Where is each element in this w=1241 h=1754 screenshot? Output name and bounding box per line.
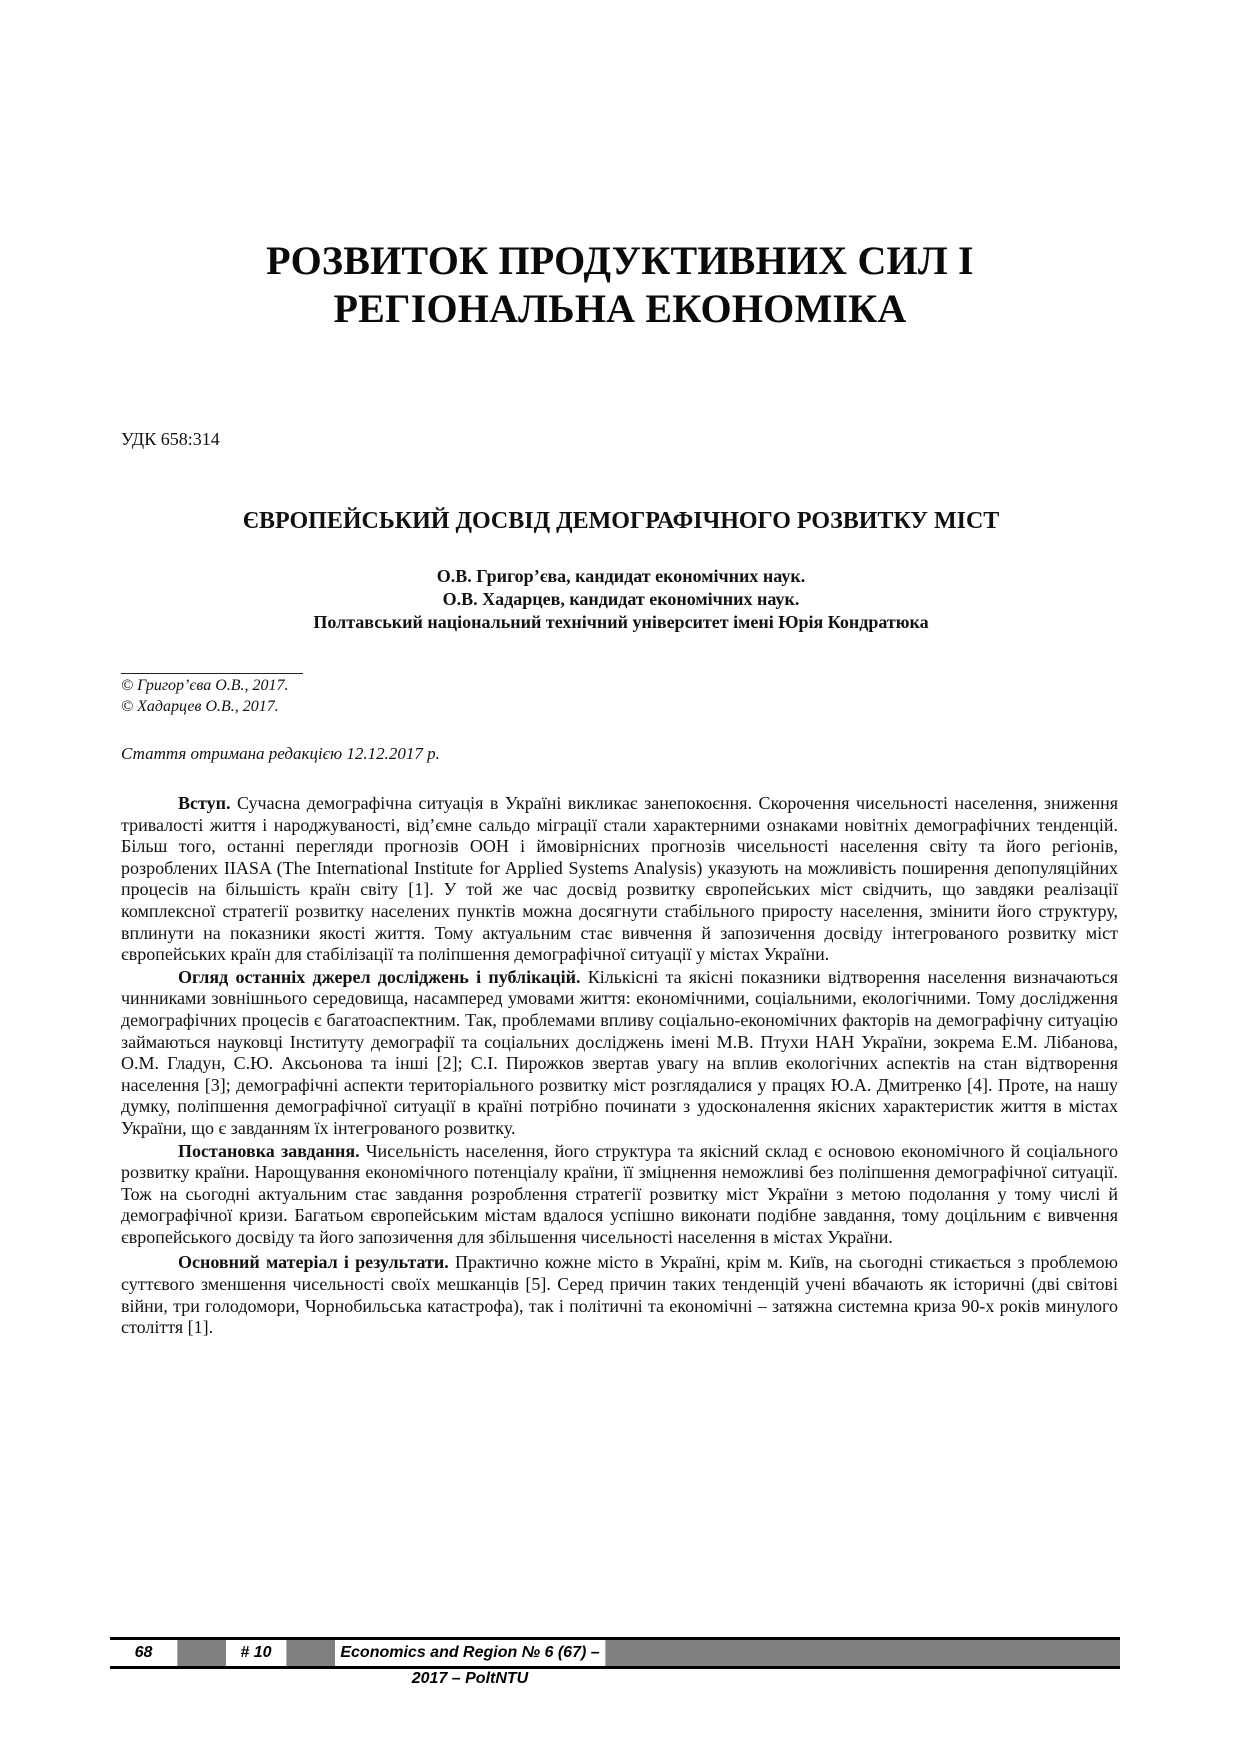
page-number: 68 xyxy=(110,1640,177,1666)
section-title-line-1: РОЗВИТОК ПРОДУКТИВНИХ СИЛ І xyxy=(266,238,974,283)
paragraph-text: Сучасна демографічна ситуація в Україні викликає занепокоєння. Скорочення чисельності населення, зниження тривалості життя і народжуваності, від’ємне сальдо міграції стали характерними ознаками новітніх демографічних тенденцій. Більш того, останні перегляди прогнозів ООН і ймовірнісних прогнозів чисельності населення світу та його регіонів, розроблених IIASA (The International Institute for Applied Systems Analysis) указують на можливість поширення депопуляційних процесів на більшість країн світу [1]. У той же час досвід розвитку європейських міст свідчить, що завдяки реалізації комплексної стратегії розвитку населених пунктів можна досягнути стабільного приросту населення, змінити його структуру, вплинути на показники якості життя. Тому актуальним стає вивчення й запозичення досвіду інтегрованого розвитку міст європейських країн для стабілізації та поліпшення демографічної ситуації у містах України. xyxy=(121,793,1118,965)
paragraph-main-material xyxy=(121,1252,1118,1338)
paragraph-heading: Вступ. xyxy=(178,793,231,813)
paragraph-text: Практично кожне місто в Україні, крім м. Київ, на сьогодні стикається з проблемою суттєвого зменшення чисельності своїх мешканців [5]. Серед причин таких тенденцій учені вбачають як історичні (дві світові війни, три голодомори, Чорнобильська катастрофа), так і політичні та економічні – затяжна системна криза 90-х років минулого століття [1]. xyxy=(121,1252,1118,1338)
paragraph-introduction xyxy=(121,793,1118,966)
footer-gray-block xyxy=(177,1640,226,1666)
copyright-2: © Хадарцев О.В., 2017. xyxy=(121,698,279,715)
authors-block xyxy=(121,565,1121,634)
paragraph-text: Чисельність населення, його структура та якісний склад є основою економічного й соціального розвитку країни. Нарощування економічного потенціалу країни, її зміцнення неможливі без поліпшення демографічної ситуації. Тож на сьогодні актуальним стає завдання розроблення стратегії розвитку міст України з метою подолання у тому числі й демографічної кризи. Багатьом європейським містам вдалося успішно виконати подібне завдання, тому доцільним є вивчення європейського досвіду та його запозичення для збільшення чисельності населення в містах України. xyxy=(121,1140,1118,1247)
paragraph-heading: Основний матеріал і результати. xyxy=(178,1252,449,1273)
paragraph-literature-review xyxy=(121,967,1118,1140)
section-title-line-2: РЕГІОНАЛЬНА ЕКОНОМІКА xyxy=(333,286,907,331)
copyright-1: © Григор’єва О.В., 2017. xyxy=(121,677,289,694)
udc-code: УДК 658:314 xyxy=(121,429,220,449)
affiliation: Полтавський національний технічний університет імені Юрія Кондратюка xyxy=(313,612,929,632)
copyright-block xyxy=(121,675,289,717)
paragraph-text: Кількісні та якісні показники відтворення населення визначаються чинниками зовнішнього середовища, насамперед умовами життя: економічними, соціальними, екологічними. Тому дослідження демографічних процесів є багатоаспектним. Так, проблемами впливу соціально-економічних факторів на демографічну ситуацію займаються науковці Інституту демографії та соціальних досліджень імені М.В. Птухи НАН України, зокрема Е.М. Лібанова, О.М. Гладун, С.Ю. Аксьонова та інші [2]; С.І. Пирожков звертав увагу на вплив екологічних аспектів на стан відтворення населення [3]; демографічні аспекти територіального розвитку міст розглядалися у працях Ю.А. Дмитренко [4]. Проте, на нашу думку, поліпшення демографічної ситуації в країні потрібно починати з удосконалення якісних характеристик життя в містах України, що є завданням їх інтегрованого розвитку. xyxy=(121,966,1118,1138)
author-1: О.В. Григор’єва, кандидат економічних наук. xyxy=(436,566,806,586)
journal-name: Economics and Region № 6 (67) – 2017 – PoltNTU xyxy=(335,1640,605,1666)
page-footer xyxy=(110,1637,1120,1687)
paragraph-heading: Постановка завдання. xyxy=(178,1140,360,1161)
footer-gray-block xyxy=(286,1640,335,1666)
footer-gray-block xyxy=(605,1640,1120,1666)
section-title xyxy=(120,237,1120,333)
paragraph-heading: Огляд останніх джерел досліджень і публікацій. xyxy=(178,966,581,987)
author-2: О.В. Хадарцев, кандидат економічних наук. xyxy=(442,589,800,609)
article-body xyxy=(121,793,1118,1340)
paragraph-problem-statement xyxy=(121,1141,1118,1249)
footnote-divider xyxy=(121,673,303,674)
issue-number: # 10 xyxy=(226,1640,286,1666)
article-title: ЄВРОПЕЙСЬКИЙ ДОСВІД ДЕМОГРАФІЧНОГО РОЗВИТКУ МІСТ xyxy=(242,508,1000,534)
received-date: Стаття отримана редакцією 12.12.2017 р. xyxy=(121,744,440,763)
